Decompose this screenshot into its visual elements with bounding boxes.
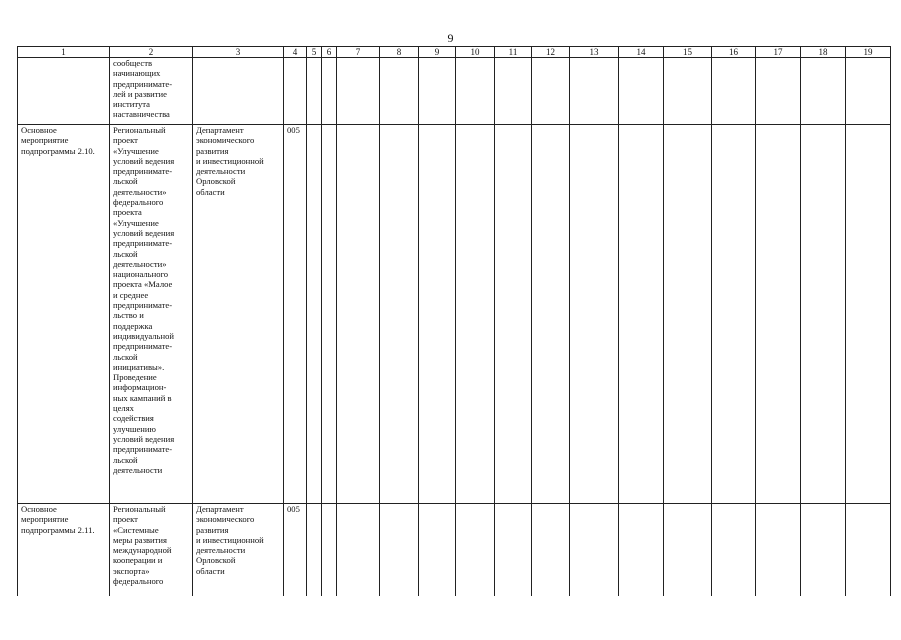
column-header-8: 8 — [380, 47, 419, 58]
cell-empty — [756, 504, 801, 597]
cell-code — [284, 58, 307, 125]
cell-empty — [801, 504, 846, 597]
cell-event-type — [18, 58, 110, 125]
column-header-13: 13 — [570, 47, 619, 58]
column-header-17: 17 — [756, 47, 801, 58]
column-header-11: 11 — [495, 47, 532, 58]
cell-empty — [380, 58, 419, 125]
cell-empty — [570, 58, 619, 125]
cell-empty — [619, 504, 664, 597]
cell-event-name: Региональный проект «Системные меры развития международной кооперации и экспорта» федерального — [110, 504, 193, 597]
cell-empty — [532, 58, 570, 125]
cell-empty — [337, 58, 380, 125]
cell-empty — [456, 504, 495, 597]
cell-empty — [419, 504, 456, 597]
column-header-14: 14 — [619, 47, 664, 58]
cell-event-type: Основное мероприятие подпрограммы 2.10. — [18, 125, 110, 504]
cell-empty — [380, 125, 419, 504]
cell-code: 005 — [284, 125, 307, 504]
cell-empty — [570, 504, 619, 597]
cell-empty — [570, 125, 619, 504]
column-header-10: 10 — [456, 47, 495, 58]
cell-event-type: Основное мероприятие подпрограммы 2.11. — [18, 504, 110, 597]
cell-empty — [307, 58, 322, 125]
table-row — [18, 504, 891, 597]
cell-empty — [712, 125, 756, 504]
cell-empty — [532, 125, 570, 504]
cell-empty — [322, 504, 337, 597]
column-header-4: 4 — [284, 47, 307, 58]
cell-empty — [495, 58, 532, 125]
cell-empty — [532, 504, 570, 597]
cell-empty — [456, 125, 495, 504]
cell-empty — [664, 58, 712, 125]
column-header-19: 19 — [846, 47, 891, 58]
column-header-7: 7 — [337, 47, 380, 58]
cell-empty — [380, 504, 419, 597]
column-header-2: 2 — [110, 47, 193, 58]
cell-empty — [495, 125, 532, 504]
column-header-16: 16 — [712, 47, 756, 58]
cell-empty — [801, 125, 846, 504]
cell-empty — [419, 58, 456, 125]
cell-empty — [664, 504, 712, 597]
cell-executor — [193, 58, 284, 125]
table-row — [18, 125, 891, 504]
cell-empty — [846, 504, 891, 597]
cell-event-name: сообществ начинающих предпринимате- лей и развитие института наставничества — [110, 58, 193, 125]
cell-executor: Департамент экономического развития и инвестиционной деятельности Орловской области — [193, 504, 284, 597]
column-header-5: 5 — [307, 47, 322, 58]
cell-empty — [712, 504, 756, 597]
cell-empty — [419, 125, 456, 504]
cell-empty — [495, 504, 532, 597]
column-header-6: 6 — [322, 47, 337, 58]
cell-empty — [619, 58, 664, 125]
page-number: 9 — [447, 31, 454, 45]
cell-empty — [846, 58, 891, 125]
column-header-1: 1 — [18, 47, 110, 58]
cell-empty — [307, 125, 322, 504]
header-row — [18, 47, 891, 58]
cell-empty — [712, 58, 756, 125]
cell-code: 005 — [284, 504, 307, 597]
cell-empty — [337, 125, 380, 504]
cell-empty — [619, 125, 664, 504]
cell-empty — [756, 58, 801, 125]
cell-empty — [756, 125, 801, 504]
column-header-3: 3 — [193, 47, 284, 58]
cell-empty — [337, 504, 380, 597]
column-header-12: 12 — [532, 47, 570, 58]
cell-empty — [664, 125, 712, 504]
cell-empty — [307, 504, 322, 597]
cell-empty — [322, 58, 337, 125]
column-header-15: 15 — [664, 47, 712, 58]
cell-event-name: Региональный проект «Улучшение условий ведения предпринимате- льской деятельности» федерального проекта «Улучшение условий ведения предпринимате- льской деятельности» национального проекта «Малое и среднее предпринимате- льство и поддержка индивидуальной предпринимате- льской инициативы». Проведение информацион- ных кампаний в целях содействия улучшению условий ведения предпринимате- льской деятельности — [110, 125, 193, 504]
budget-table — [17, 46, 891, 596]
cell-empty — [456, 58, 495, 125]
cell-executor: Департамент экономического развития и инвестиционной деятельности Орловской области — [193, 125, 284, 504]
column-header-9: 9 — [419, 47, 456, 58]
table-row — [18, 58, 891, 125]
cell-empty — [846, 125, 891, 504]
cell-empty — [801, 58, 846, 125]
column-header-18: 18 — [801, 47, 846, 58]
cell-empty — [322, 125, 337, 504]
